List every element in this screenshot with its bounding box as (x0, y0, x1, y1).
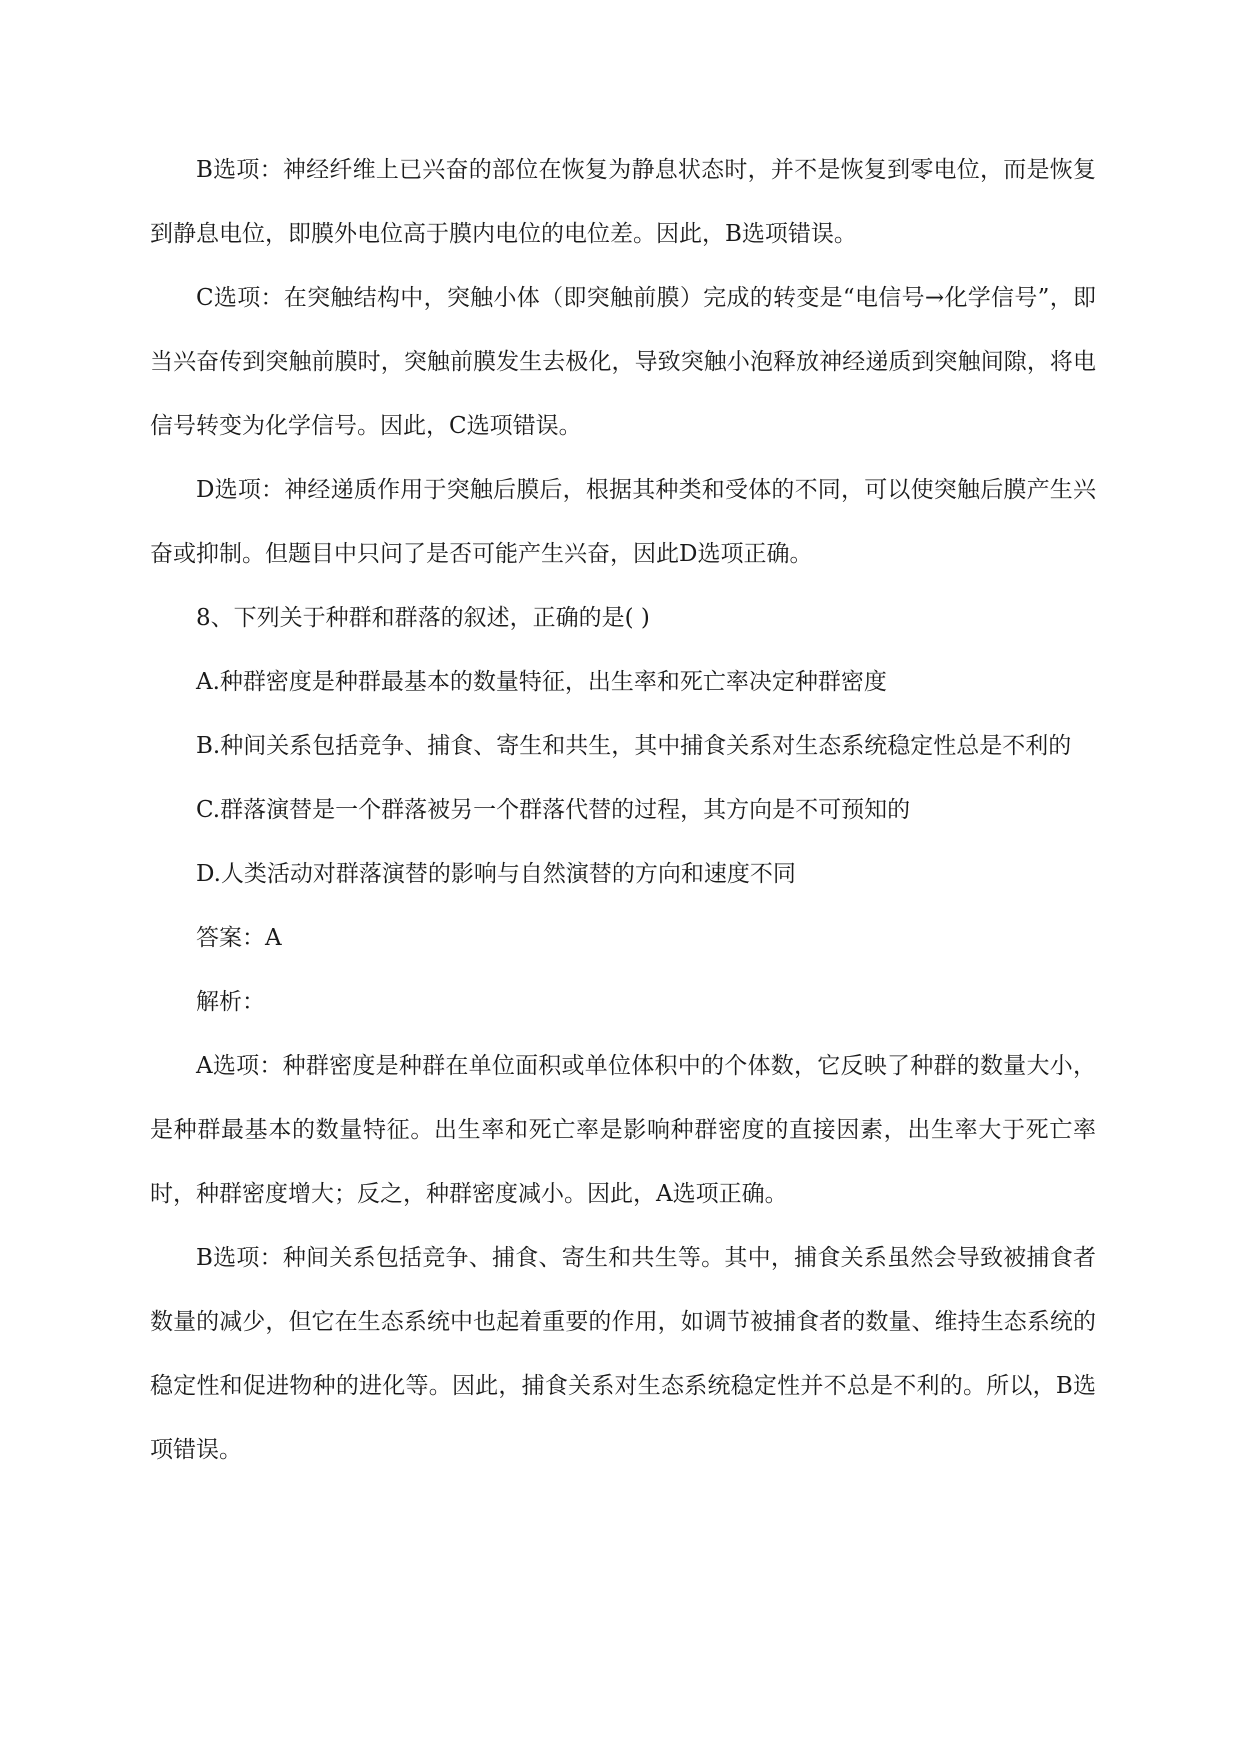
analysis-b: B选项：种间关系包括竞争、捕食、寄生和共生等。其中，捕食关系虽然会导致被捕食者数量的减少，但它在生态系统中也起着重要的作用，如调节被捕食者的数量、维持生态系统的稳定性和促进物种的进化等。因此，捕食关系对生态系统稳定性并不总是不利的。所以，B选项错误。 (150, 1245, 1096, 1463)
explanation-c-prev: C选项：在突触结构中，突触小体（即突触前膜）完成的转变是“电信号→化学信号”，即当兴奋传到突触前膜时，突触前膜发生去极化，导致突触小泡释放神经递质到突触间隙，将电信号转变为化学信号。因此，C选项错误。 (150, 285, 1096, 439)
option-d: D.人类活动对群落演替的影响与自然演替的方向和速度不同 (196, 861, 796, 887)
answer-line: 答案：A (196, 925, 282, 951)
analysis-a: A选项：种群密度是种群在单位面积或单位体积中的个体数，它反映了种群的数量大小，是种群最基本的数量特征。出生率和死亡率是影响种群密度的直接因素，出生率大于死亡率时，种群密度增大；反之，种群密度减小。因此，A选项正确。 (150, 1053, 1096, 1207)
explanation-b-prev: B选项：神经纤维上已兴奋的部位在恢复为静息状态时，并不是恢复到零电位，而是恢复到静息电位，即膜外电位高于膜内电位的电位差。因此，B选项错误。 (150, 157, 1096, 247)
option-c: C.群落演替是一个群落被另一个群落代替的过程，其方向是不可预知的 (196, 797, 911, 823)
option-b: B.种间关系包括竞争、捕食、寄生和共生，其中捕食关系对生态系统稳定性总是不利的 (196, 733, 1072, 759)
question-8: 8、下列关于种群和群落的叙述，正确的是( ) (196, 605, 650, 631)
document-page (150, 138, 1096, 1482)
analysis-heading: 解析： (196, 989, 265, 1015)
explanation-d-prev: D选项：神经递质作用于突触后膜后，根据其种类和受体的不同，可以使突触后膜产生兴奋或抑制。但题目中只问了是否可能产生兴奋，因此D选项正确。 (150, 477, 1096, 567)
option-a: A.种群密度是种群最基本的数量特征，出生率和死亡率决定种群密度 (196, 669, 887, 695)
